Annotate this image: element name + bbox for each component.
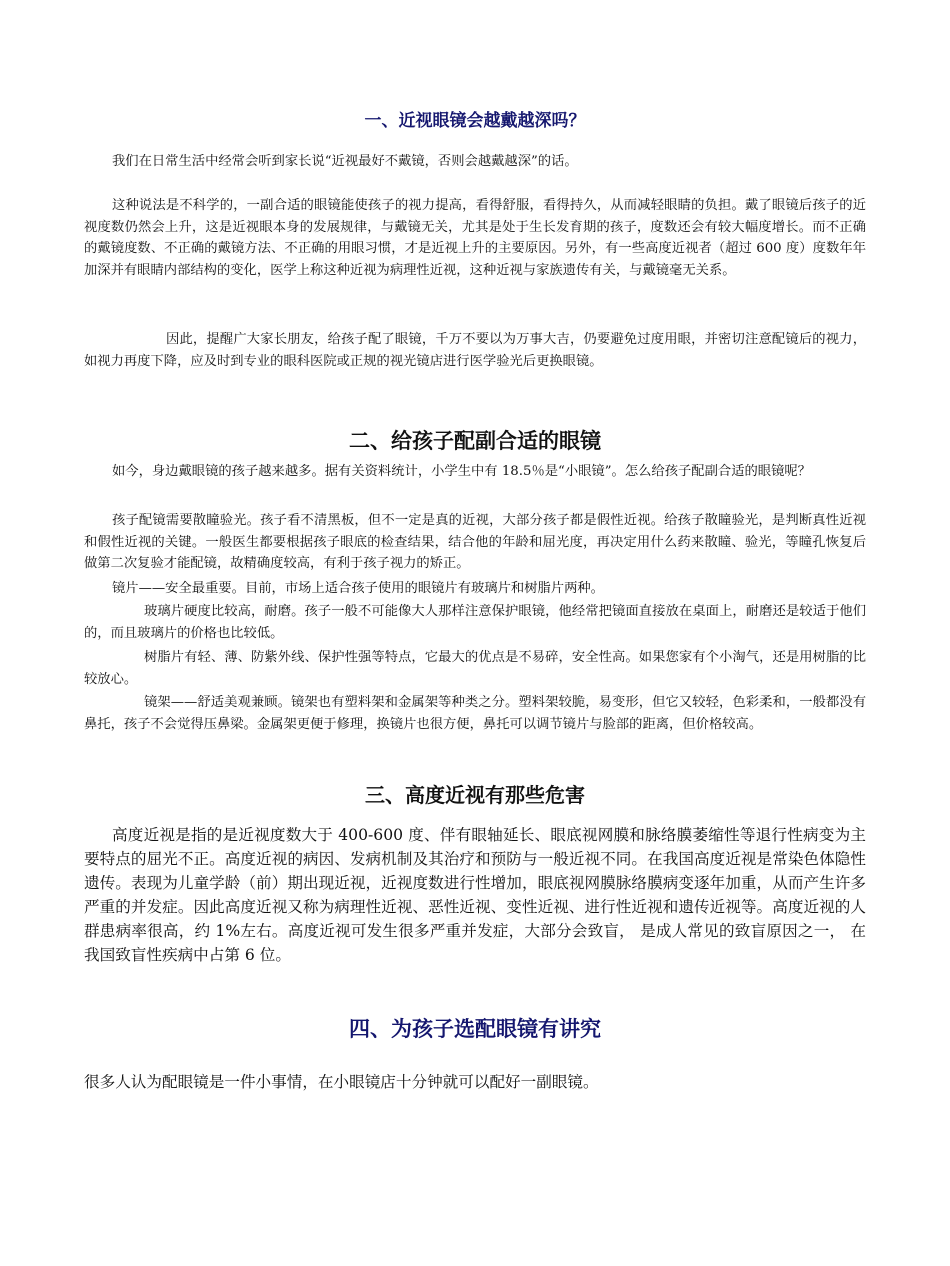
section-2-paragraph-6: 镜架——舒适美观兼顾。镜架也有塑料架和金属架等种类之分。塑料架较脆，易变形，但它又较轻，色彩柔和，一般都没有鼻托，孩子不会觉得压鼻梁。金属架更便于修理，换镜片也很方便，鼻托可以调节镜片与脸部的距离，但价格较高。 <box>84 695 866 732</box>
section-1-paragraph-3: 因此，提醒广大家长朋友，给孩子配了眼镜，千万不要以为万事大吉，仍要避免过度用眼，并密切注意配镜后的视力，如视力再度下降，应及时到专业的眼科医院或正规的视光镜店进行医学验光后更换眼镜。 <box>84 332 866 369</box>
section-2-heading: 二、给孩子配副合适的眼镜 <box>349 429 601 453</box>
section-2-paragraph-2: 孩子配镜需要散瞳验光。孩子看不清黑板，但不一定是真的近视，大部分孩子都是假性近视。给孩子散瞳验光，是判断真性近视和假性近视的关键。一般医生都要根据孩子眼底的检查结果，结合他的年龄和屈光度，再决定用什么药来散瞳、验光，等瞳孔恢复后做第二次复验才能配镜，故精确度较高，有利于孩子视力的矫正。 <box>84 513 866 571</box>
section-4-heading: 四、为孩子选配眼镜有讲究 <box>349 1017 601 1041</box>
section-2-paragraph-4: 玻璃片硬度比较高，耐磨。孩子一般不可能像大人那样注意保护眼镜，他经常把镜面直接放在桌面上，耐磨还是较适于他们的，而且玻璃片的价格也比较低。 <box>84 604 866 641</box>
section-3-heading: 三、高度近视有那些危害 <box>365 783 585 807</box>
section-4-paragraph-1: 很多人认为配眼镜是一件小事情，在小眼镜店十分钟就可以配好一副眼镜。 <box>84 1073 599 1091</box>
section-2-paragraph-3: 镜片——安全最重要。目前，市场上适合孩子使用的眼镜片有玻璃片和树脂片两种。 <box>112 581 604 596</box>
section-2-paragraph-1: 如今，身边戴眼镜的孩子越来越多。据有关资料统计，小学生中有 18.5％是“小眼镜”。怎么给孩子配副合适的眼镜呢？ <box>112 464 811 479</box>
section-1-heading: 一、近视眼镜会越戴越深吗？ <box>364 111 586 131</box>
section-1-paragraph-1: 我们在日常生活中经常会听到家长说“近视最好不戴镜，否则会越戴越深”的话。 <box>112 154 578 169</box>
section-2-paragraph-5: 树脂片有轻、薄、防紫外线、保护性强等特点，它最大的优点是不易碎，安全性高。如果您家有个小淘气，还是用树脂的比较放心。 <box>84 650 866 687</box>
section-3-paragraph-1: 高度近视是指的是近视度数大于 400-600 度、伴有眼轴延长、眼底视网膜和脉络膜萎缩性等退行性病变为主要特点的屈光不正。高度近视的病因、发病机制及其治疗和预防与一般近视不同。在我国高度近视是常染色体隐性遗传。表现为儿童学龄（前）期出现近视，近视度数进行性增加，眼底视网膜脉络膜病变逐年加重，从而产生许多严重的并发症。因此高度近视又称为病理性近视、恶性近视、变性近视、进行性近视和遗传近视等。高度近视的人群患病率很高，约 1%左右。高度近视可发生很多严重并发症，大部分会致盲， 是成人常见的致盲原因之一， 在我国致盲性疾病中占第 6 位。 <box>84 826 867 964</box>
section-1-paragraph-2: 这种说法是不科学的，一副合适的眼镜能使孩子的视力提高，看得舒服，看得持久，从而减轻眼睛的负担。戴了眼镜后孩子的近视度数仍然会上升，这是近视眼本身的发展规律，与戴镜无关，尤其是处于生长发育期的孩子，度数还会有较大幅度增长。而不正确的戴镜度数、不正确的戴镜方法、不正确的用眼习惯，才是近视上升的主要原因。另外，有一些高度近视者（超过 600 度）度数年年加深并有眼睛内部结构的变化，医学上称这种近视为病理性近视，这种近视与家族遗传有关，与戴镜毫无关系。 <box>84 198 866 278</box>
